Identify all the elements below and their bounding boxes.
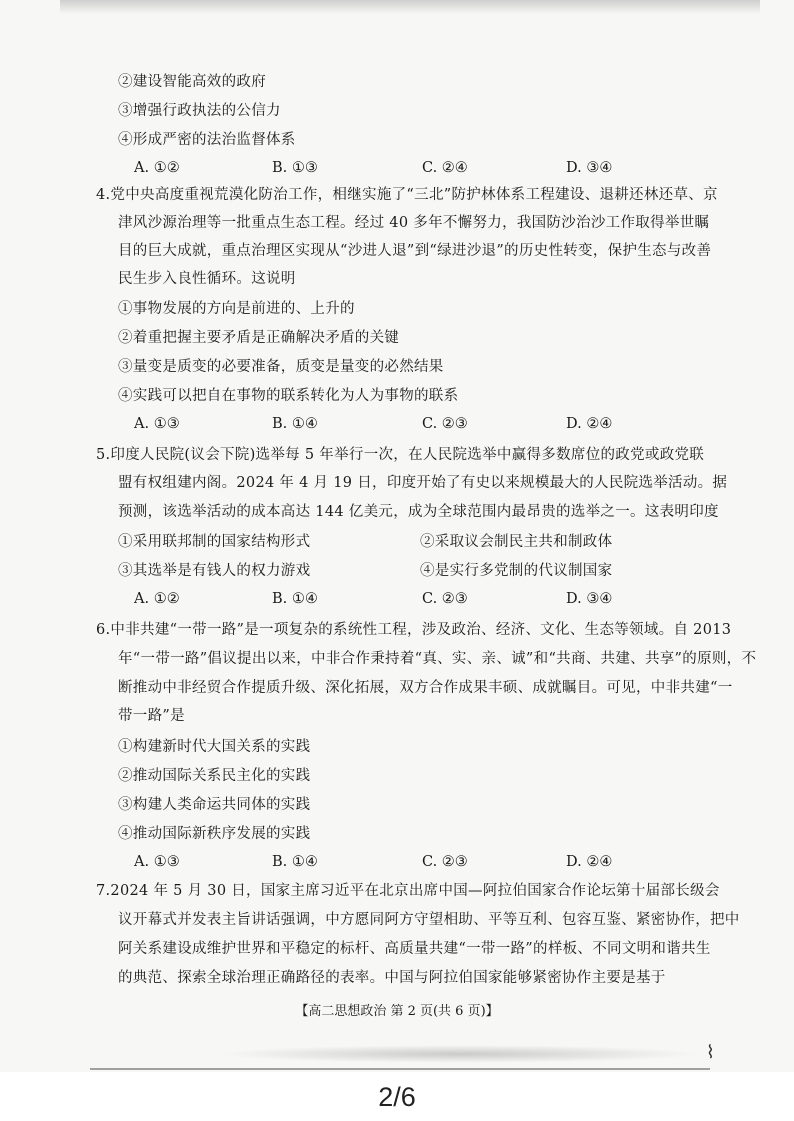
top-option-a: A. ①② [134,160,180,176]
top-option-b: B. ①③ [272,160,318,176]
corner-mark-icon: ⌇ [706,1042,715,1063]
scan-smudge [220,1045,700,1063]
q5-option-c: C. ②③ [422,591,468,607]
q6-item-3: ③构建人类命运共同体的实践 [118,797,311,813]
q6-item-1: ①构建新时代大国关系的实践 [118,739,311,755]
top-item-2: ②建设智能高效的政府 [118,74,266,90]
q5-stem-line-2: 盟有权组建内阁。2024 年 4 月 19 日，印度开始了有史以来规模最大的人民院选举活动。据 [118,475,728,491]
q4-option-c: C. ②③ [422,416,468,432]
q6-option-a: A. ①③ [134,854,180,870]
q5-option-b: B. ①④ [272,591,318,607]
q7-stem-line-1: 7.2024 年 5 月 30 日，国家主席习近平在北京出席中国—阿拉伯国家合作论坛第十届部长级会 [96,883,720,899]
q4-item-1: ①事物发展的方向是前进的、上升的 [118,301,355,317]
q4-option-b: B. ①④ [272,416,318,432]
q4-option-d: D. ②④ [566,416,613,432]
top-option-d: D. ③④ [566,160,613,176]
q6-stem-line-1: 6.中非共建“一带一路”是一项复杂的系统性工程，涉及政治、经济、文化、生态等领域。自 2013 [96,622,732,638]
q6-option-c: C. ②③ [422,854,468,870]
q4-item-3: ③量变是质变的必要准备，质变是量变的必然结果 [118,359,444,375]
q5-option-d: D. ③④ [566,591,613,607]
q7-stem-line-4: 的典范、探索全球治理正确路径的表率。中国与阿拉伯国家能够紧密协作主要是基于 [118,970,666,986]
q6-option-b: B. ①④ [272,854,318,870]
q5-option-a: A. ①② [134,591,180,607]
q5-stem-line-3: 预测，该选举活动的成本高达 144 亿美元，成为全球范围内最昂贵的选举之一。这表明印度 [118,504,719,520]
page-indicator: 2/6 [378,1082,416,1112]
q6-item-2: ②推动国际关系民主化的实践 [118,768,311,784]
q7-stem-line-2: 议开幕式并发表主旨讲话强调，中方愿同阿方守望相助、平等互利、包容互鉴、紧密协作，把中 [118,912,740,928]
q5-item-1: ①采用联邦制的国家结构形式 [118,534,311,550]
q4-stem-line-2: 津风沙源治理等一批重点生态工程。经过 40 多年不懈努力，我国防沙治沙工作取得举世瞩 [118,215,710,231]
top-item-4: ④形成严密的法治监督体系 [118,132,296,148]
q4-option-a: A. ①③ [134,416,180,432]
q6-option-d: D. ②④ [566,854,613,870]
q5-stem-line-1: 5.印度人民院(议会下院)选举每 5 年举行一次，在人民院选举中赢得多数席位的政党或政党联 [96,447,705,463]
top-option-c: C. ②④ [422,160,468,176]
q5-item-3: ③其选举是有钱人的权力游戏 [118,563,311,579]
q4-item-2: ②着重把握主要矛盾是正确解决矛盾的关键 [118,330,400,346]
scan-shadow [60,0,760,14]
top-item-3: ③增强行政执法的公信力 [118,103,281,119]
q4-stem-line-1: 4.党中央高度重视荒漠化防治工作，相继实施了“三北”防护林体系工程建设、退耕还林还草、京 [96,187,718,203]
q6-item-4: ④推动国际新秩序发展的实践 [118,826,311,842]
q4-stem-line-3: 目的巨大成就，重点治理区实现从“沙进人退”到“绿进沙退”的历史性转变，保护生态与改善 [118,243,712,259]
q5-item-4: ④是实行多党制的代议制国家 [420,563,613,579]
q4-stem-line-4: 民生步入良性循环。这说明 [118,271,296,287]
page-footer: 【高二思想政治 第 2 页(共 6 页)】 [295,1004,499,1019]
q6-stem-line-4: 带一路”是 [118,708,185,724]
q4-item-4: ④实践可以把自在事物的联系转化为人为事物的联系 [118,388,459,404]
q5-item-2: ②采取议会制民主共和制政体 [420,534,613,550]
q7-stem-line-3: 阿关系建设成维护世界和平稳定的标杆、高质量共建“一带一路”的样板、不同文明和谐共生 [118,941,711,957]
q6-stem-line-2: 年“一带一路”倡议提出以来，中非合作秉持着“真、实、亲、诚”和“共商、共建、共享”的原则，不 [118,651,757,667]
q6-stem-line-3: 断推动中非经贸合作提质升级、深化拓展，双方合作成果丰硕、成就瞩目。可见，中非共建“一 [118,680,733,696]
scan-edge-line [90,1068,710,1070]
